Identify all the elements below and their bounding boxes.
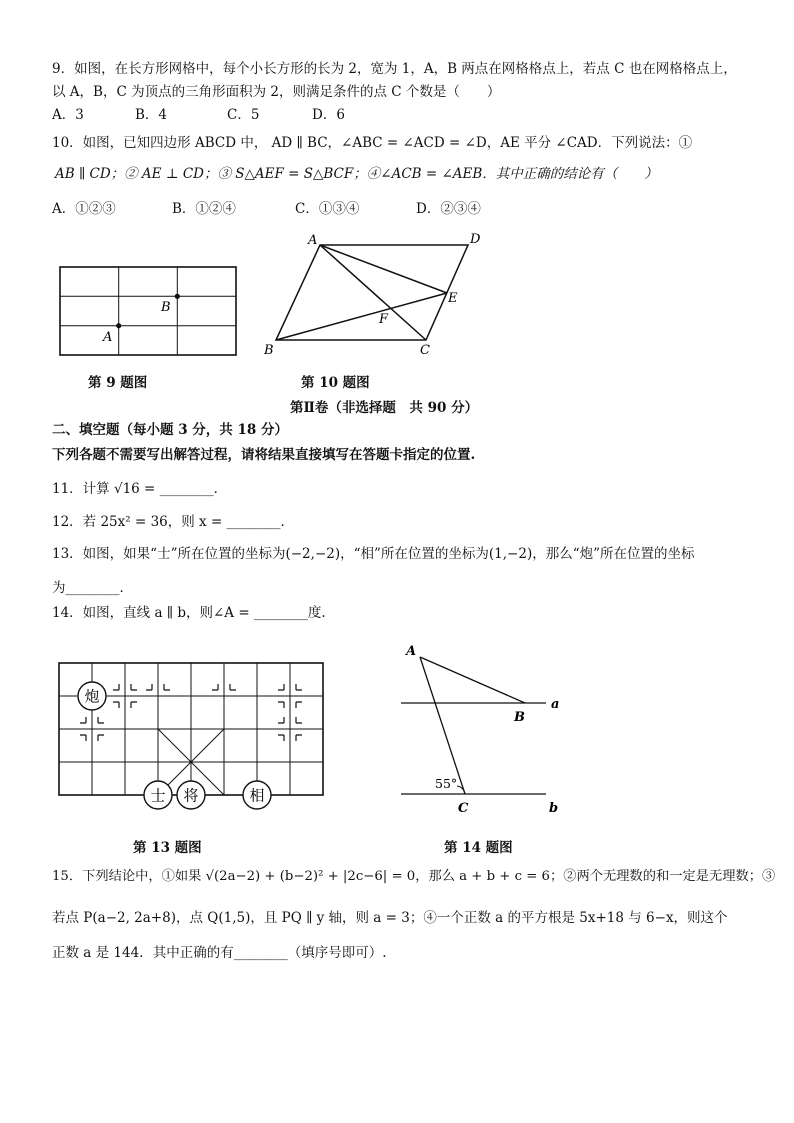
piece-shi-label: 士 xyxy=(150,786,166,805)
piece-xiang xyxy=(243,781,271,809)
section-title: 第Ⅱ卷（非选择题 共 90 分） xyxy=(290,400,479,416)
piece-pao xyxy=(78,682,106,710)
q15-line1: 15．下列结论中，①如果 √(2a−2) + (b−2)² + |2c−6| = 0，那么 a + b + c = 6；②两个无理数的和一定是无理数；③ xyxy=(52,869,776,884)
piece-xiang-label: 相 xyxy=(249,786,265,805)
q9-option-c: C．5 xyxy=(227,107,260,123)
q9-option-d: D．6 xyxy=(312,107,345,123)
fig9-label-b: B xyxy=(161,300,171,315)
fig10-label-a: A xyxy=(308,233,318,248)
figure-9-caption: 第 9 题图 xyxy=(88,375,148,391)
q10-option-b: B．①②④ xyxy=(172,201,236,217)
fig10-label-e: E xyxy=(448,291,458,306)
figure-13-caption: 第 13 题图 xyxy=(133,840,202,856)
q10-option-c: C．①③④ xyxy=(295,201,360,217)
fig10-label-d: D xyxy=(470,232,481,247)
q12: 12．若 25x² = 36，则 x = ________． xyxy=(52,514,295,530)
fig14-label-c: C xyxy=(458,801,469,816)
figure-13-chessboard xyxy=(58,662,328,812)
part2-instruction: 下列各题不需要写出解答过程，请将结果直接填写在答题卡指定的位置. xyxy=(52,447,476,463)
fig10-label-f: F xyxy=(379,312,389,327)
q13-line1: 13．如图，如果“士”所在位置的坐标为(−2,−2)，“相”所在位置的坐标为(1,−2)，那么“炮”所在位置的坐标 xyxy=(52,546,695,562)
q10-option-d: D．②③④ xyxy=(416,201,481,217)
q15-line2: 若点 P(a−2, 2a+8)，点 Q(1,5)，且 PQ ∥ y 轴，则 a = 3；④一个正数 a 的平方根是 5x+18 与 6−x，则这个 xyxy=(52,910,728,926)
figure-10-quadrilateral xyxy=(262,228,492,358)
fig14-angle-label: 55° xyxy=(435,776,458,791)
fig10-label-b: B xyxy=(264,343,274,358)
fig14-label-line-a: a xyxy=(551,697,560,712)
q10-option-a: A．①②③ xyxy=(52,201,116,217)
q14-text: 14．如图，直线 a ∥ b，则∠A = ________度. xyxy=(52,605,326,621)
figure-9-grid xyxy=(58,265,238,360)
q9-option-b: B．4 xyxy=(135,107,168,123)
q10-line1: 10．如图，已知四边形 ABCD 中， AD ∥ BC，∠ABC = ∠ACD = ∠D，AE 平分 ∠CAD．下列说法：① xyxy=(52,135,693,151)
piece-pao-label: 炮 xyxy=(84,687,100,706)
q15-line3: 正数 a 是 144．其中正确的有________（填序号即可）. xyxy=(52,945,387,961)
fig10-label-c: C xyxy=(420,343,430,358)
piece-jiang-label: 将 xyxy=(183,786,199,805)
figure-14-parallel-lines xyxy=(398,640,578,820)
q13-line2: 为________． xyxy=(52,580,133,596)
piece-shi xyxy=(144,781,172,809)
figure-14-caption: 第 14 题图 xyxy=(444,840,513,856)
fig14-label-line-b: b xyxy=(549,801,559,816)
q9-line1: 9．如图，在长方形网格中，每个小长方形的长为 2，宽为 1，A，B 两点在网格格点上，若点 C 也在网格格点上， xyxy=(52,61,737,77)
piece-jiang xyxy=(177,781,205,809)
q10-line2: AB ∥ CD；② AE ⊥ CD；③ S△AEF = S△BCF；④∠ACB = ∠AEB．其中正确的结论有（ ） xyxy=(55,166,658,182)
figure-10-caption: 第 10 题图 xyxy=(301,375,370,391)
part2-heading: 二、填空题（每小题 3 分，共 18 分） xyxy=(52,422,288,438)
q9-option-a: A．3 xyxy=(52,107,84,123)
fig14-label-b: B xyxy=(514,710,525,725)
fig14-label-a: A xyxy=(406,644,417,659)
fig9-label-a: A xyxy=(103,330,113,345)
q9-line2: 以 A，B，C 为顶点的三角形面积为 2，则满足条件的点 C 个数是（ ） xyxy=(52,84,501,100)
q11: 11．计算 √16 = ________． xyxy=(52,481,228,497)
